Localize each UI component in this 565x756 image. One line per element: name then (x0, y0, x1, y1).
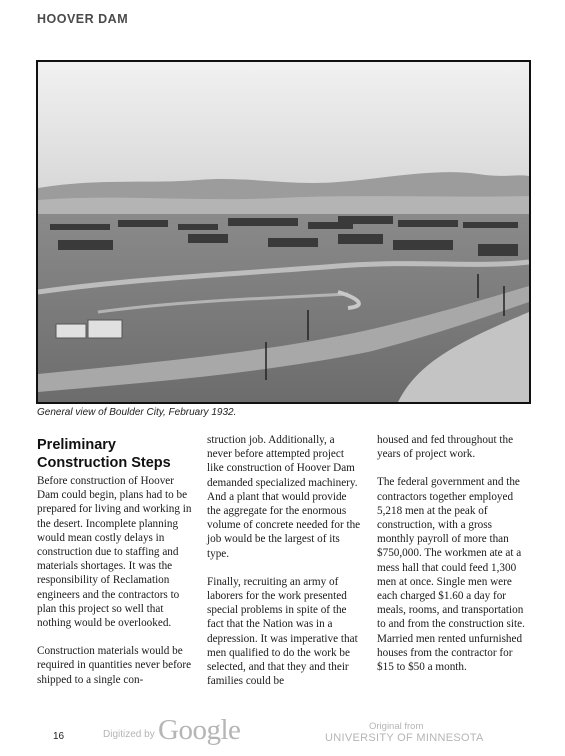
text-column-2 (207, 433, 362, 702)
boulder-city-photo (36, 60, 531, 404)
section-title: Preliminary Construction Steps (37, 437, 171, 471)
text-column-3 (377, 433, 527, 688)
digitized-by-label: Digitized by (103, 729, 155, 740)
running-header: HOOVER DAM (37, 12, 129, 26)
page-number: 16 (53, 731, 65, 742)
paragraph: Before construction of Hoover Dam could begin, plans had to be prepared for living and working in the desert. Incomplete planning would mean costly delays in construction due to staffing and materials shortages. It was the responsibility of Reclamation engineers and the contractors to plan this project so well that nothing would be overlooked. (37, 475, 192, 630)
photo-caption: General view of Boulder City, February 1932. (37, 407, 237, 418)
google-logo: Google (158, 714, 241, 746)
text-column-1 (37, 433, 192, 701)
paragraph: struction job. Additionally, a never before attempted project like construction of Hoover Dam demanded specialized machinery. And a plant that would provide the aggregate for the enormous volume of concrete needed for the job would be the largest of its type. (207, 434, 361, 560)
paragraph: housed and fed throughout the years of project work. (377, 434, 514, 461)
institution-label: UNIVERSITY OF MINNESOTA (325, 732, 484, 744)
original-from-label: Original from (369, 721, 424, 732)
paragraph: Finally, recruiting an army of laborers for the work presented special problems in spite of the fact that the Nation was in a depression. It was imperative that men qualified to do the work be selected, and that they and their families could be (207, 575, 358, 688)
paragraph: Construction materials would be required in quantities never before shipped to a single con- (37, 645, 192, 686)
paragraph: The federal government and the contractors together employed 5,218 men at the peak of construction, with a gross monthly payroll of more than $750,000. The workmen ate at a mess hall that could feed 1,300 men at once. Single men were each charged $1.60 a day for meals, rooms, and transportation to and from the construction site. Married men rented unfurnished houses from the contractor for $15 to $50 a month. (377, 476, 525, 674)
